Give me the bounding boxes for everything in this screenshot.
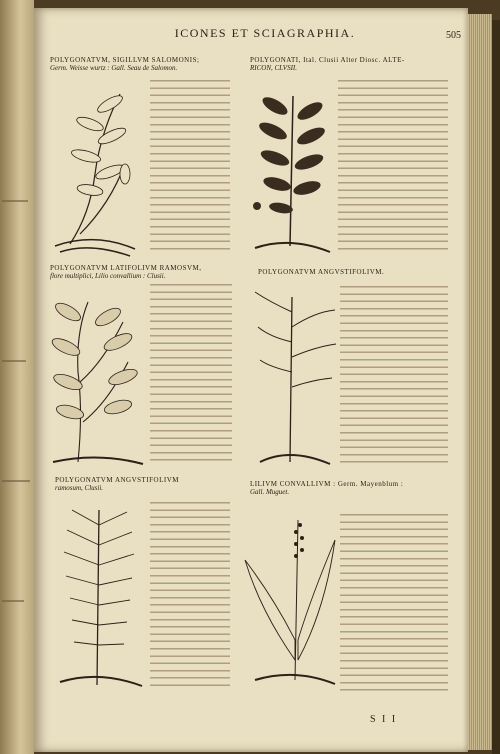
page-header: ICONES ET SCIAGRAPHIA. [174, 26, 356, 40]
woodcut-lilium-convallium [240, 500, 340, 690]
page-number: 505 [446, 30, 461, 41]
text-block-4 [340, 282, 448, 468]
text-block-6 [340, 510, 448, 692]
caption-polygonatum: POLYGONATVM, SIGILLVM SALOMONIS; Germ. Weisse wurtz : Gall. Seau de Salomon. [50, 56, 200, 72]
woodcut-angustifolium-ramosum [52, 500, 147, 690]
caption-latifolium: POLYGONATVM LATIFOLIVM RAMOSVM, flore multiplici, Lilio convallium : Clusii. [50, 264, 202, 280]
caption-angustifolium-ramosum: POLYGONATVM ANGVSTIFOLIVM ramosum, Clusii. [55, 476, 179, 492]
signature-mark: S I I [370, 714, 398, 725]
left-page-edge [0, 0, 34, 754]
book-cover-edge [492, 20, 500, 754]
woodcut-polygonati-alter [245, 76, 335, 261]
text-block-1 [150, 76, 230, 252]
caption-polygonati-alter: POLYGONATI, Ital. Clusii Alter Diosc. ALTE- RICON, CLVSII. [250, 56, 405, 72]
caption-lilium-convallium: LILIVM CONVALLIVM : Germ. Mayenblum : Gall. Muguet. [250, 480, 404, 496]
woodcut-polygonatum [50, 74, 140, 259]
left-page-text-line [2, 480, 30, 482]
left-page-text-line [2, 360, 26, 362]
page-fore-edge [468, 14, 492, 750]
text-block-2 [338, 76, 448, 254]
caption-angustifolium: POLYGONATVM ANGVSTIFOLIVM. [258, 268, 385, 276]
woodcut-latifolium [48, 292, 148, 472]
woodcut-angustifolium [250, 282, 340, 472]
left-page-text-line [2, 600, 24, 602]
left-page-text-line [2, 200, 28, 202]
text-block-3 [150, 280, 232, 466]
text-block-5 [150, 498, 230, 686]
